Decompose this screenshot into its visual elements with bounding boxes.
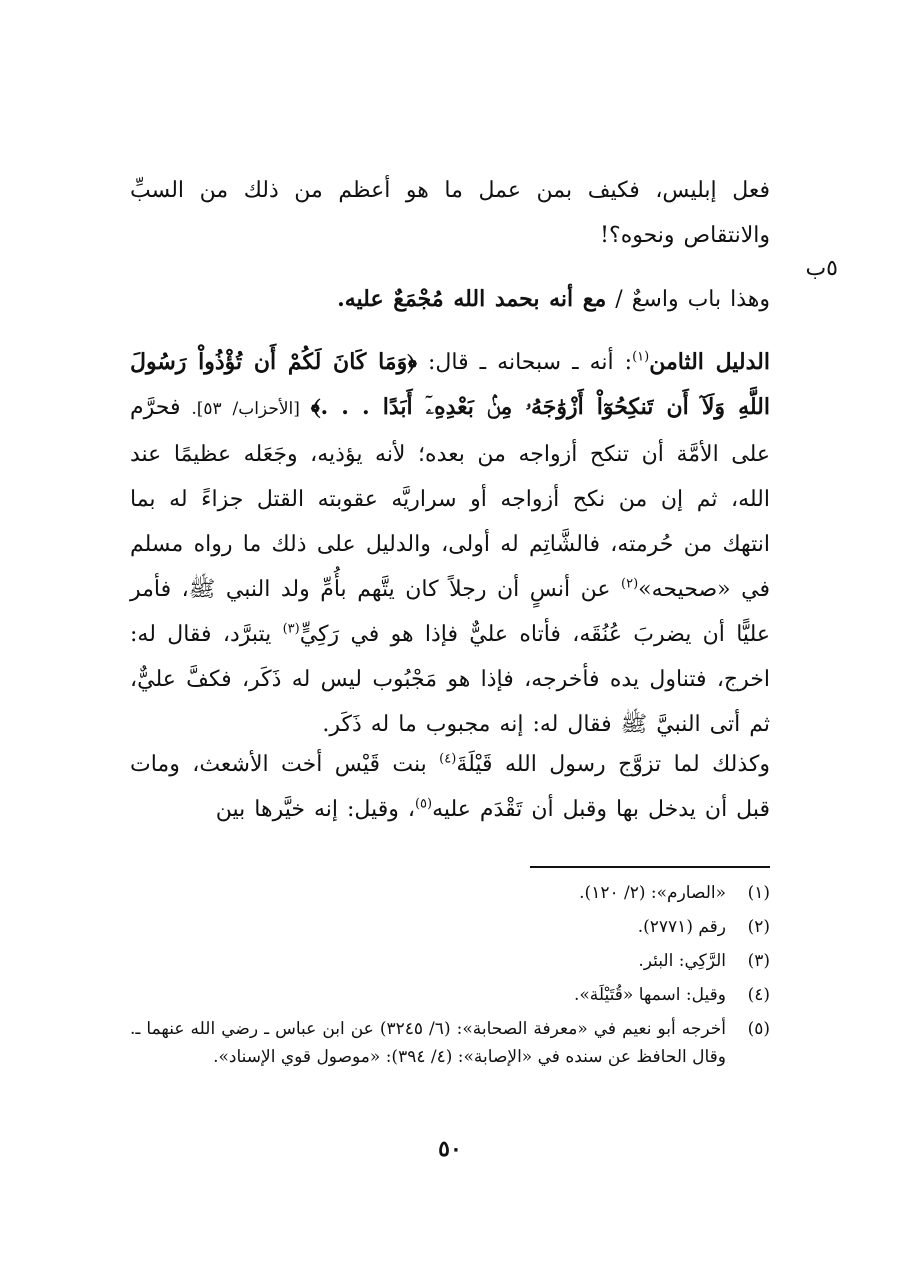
footnote-5 (130, 1012, 770, 1071)
page-number: ٥٠ (438, 1136, 462, 1162)
paragraph-3-part-b: عن أنسٍ أن رجلاً كان يتَّهم بأُمِّ ولد النبي ﷺ، فأمر عليًّا أن يضربَ عُنُقَه، فأتاه عليٌّ فإذا هو في رَكِيٍّ (130, 577, 770, 647)
footnote-mark-3: (٣) (282, 621, 300, 637)
paragraph-2-part-b: مع أنه بحمد الله مُجْمَعٌ عليه. (337, 286, 607, 312)
footnote-text: «الصارم»: (٢/ ١٢٠). (579, 883, 726, 903)
footnote-mark-2: (٢) (621, 576, 639, 592)
footnote-number: (١) (747, 883, 770, 903)
footnote-text: الرَّكِي: البئر. (638, 951, 726, 971)
paragraph-3 (130, 340, 770, 747)
paragraph-1: فعل إبليس، فكيف بمن عمل ما هو أعظم من ذلك من السبِّ والانتقاص ونحوه؟! (130, 178, 770, 248)
footnote-1 (130, 876, 770, 910)
footnote-text: وقيل: اسمها «قُتَيْلَة». (573, 985, 726, 1005)
footnote-number: (٣) (747, 951, 770, 971)
paragraph-3-intro: : أنه ـ سبحانه ـ قال: (416, 350, 633, 375)
footnote-mark-4: (٤) (439, 751, 457, 767)
paragraph-4-part-b: بنت قَيْس أخت الأشعث، ومات قبل أن يدخل بها وقبل أن تَقْدَم عليه (130, 752, 770, 822)
paragraph-2 (130, 277, 770, 322)
verse-reference: [الأحزاب/ ٥٣]. (180, 399, 311, 419)
paragraph-3-part-a: فحرَّم على الأمَّة أن تنكح أزواجه من بعده؛ لأنه يؤذيه، وجَعَله عظيمًا عند الله، ثم إن من نكح أزواجه أو سراريَّه عقوبته القتل جزاءً له بما انتهك من حُرمته، فالشَّاتِم له أولى، والدليل على ذلك ما رواه مسلم في «صحيحه» (130, 395, 770, 602)
footnote-mark-5: (٥) (414, 796, 433, 812)
footnote-separator (530, 866, 770, 868)
quran-verse: ﴿وَمَا كَانَ لَكُمْ أَن تُؤْذُواْ رَسُولَ اللَّهِ وَلَآ أَن تَنكِحُوٓاْ أَزْوَٰجَهُۥ مِنۢ بَعْدِهِۦٓ أَبَدًا . . .﴾ (130, 349, 770, 420)
section-heading: الدليل الثامن (649, 349, 770, 375)
paragraph-4-part-c: ، وقيل: إنه خيَّرها بين (215, 797, 415, 822)
footnote-text: أخرجه أبو نعيم في «معرفة الصحابة»: (٦/ ٣٢٤٥) عن ابن عباس ـ رضي الله عنهما ـ. وقال الحافظ عن سنده في «الإصابة»: (٤/ ٣٩٤): «موصول قوي الإسناد». (130, 1019, 726, 1067)
paragraph-4 (130, 742, 770, 832)
paragraph-4-part-a: وكذلك لما تزوَّج رسول الله قَيْلَةَ (456, 752, 770, 777)
footnotes (130, 876, 770, 1071)
footnote-number: (٤) (747, 985, 770, 1005)
margin-folio-note: ٥ب (805, 256, 838, 281)
footnote-2 (130, 910, 770, 944)
footnote-number: (٢) (747, 917, 770, 937)
footnote-3 (130, 944, 770, 978)
footnote-4 (130, 978, 770, 1012)
footnote-mark-1: (١) (632, 349, 650, 365)
footnote-text: رقم (٢٧٧١). (637, 917, 726, 937)
footnote-number: (٥) (747, 1019, 770, 1039)
paragraph-3-part-c: يتبرَّد، فقال له: اخرج، فتناول يده فأخرجه، فإذا هو مَجْبُوب ليس له ذَكَر، فكفَّ عليٌّ، ثم أتى النبيَّ ﷺ فقال له: إنه مجبوب ما له ذَكَر. (130, 622, 770, 737)
paragraph-2-part-a: وهذا باب واسعٌ / (606, 287, 770, 312)
